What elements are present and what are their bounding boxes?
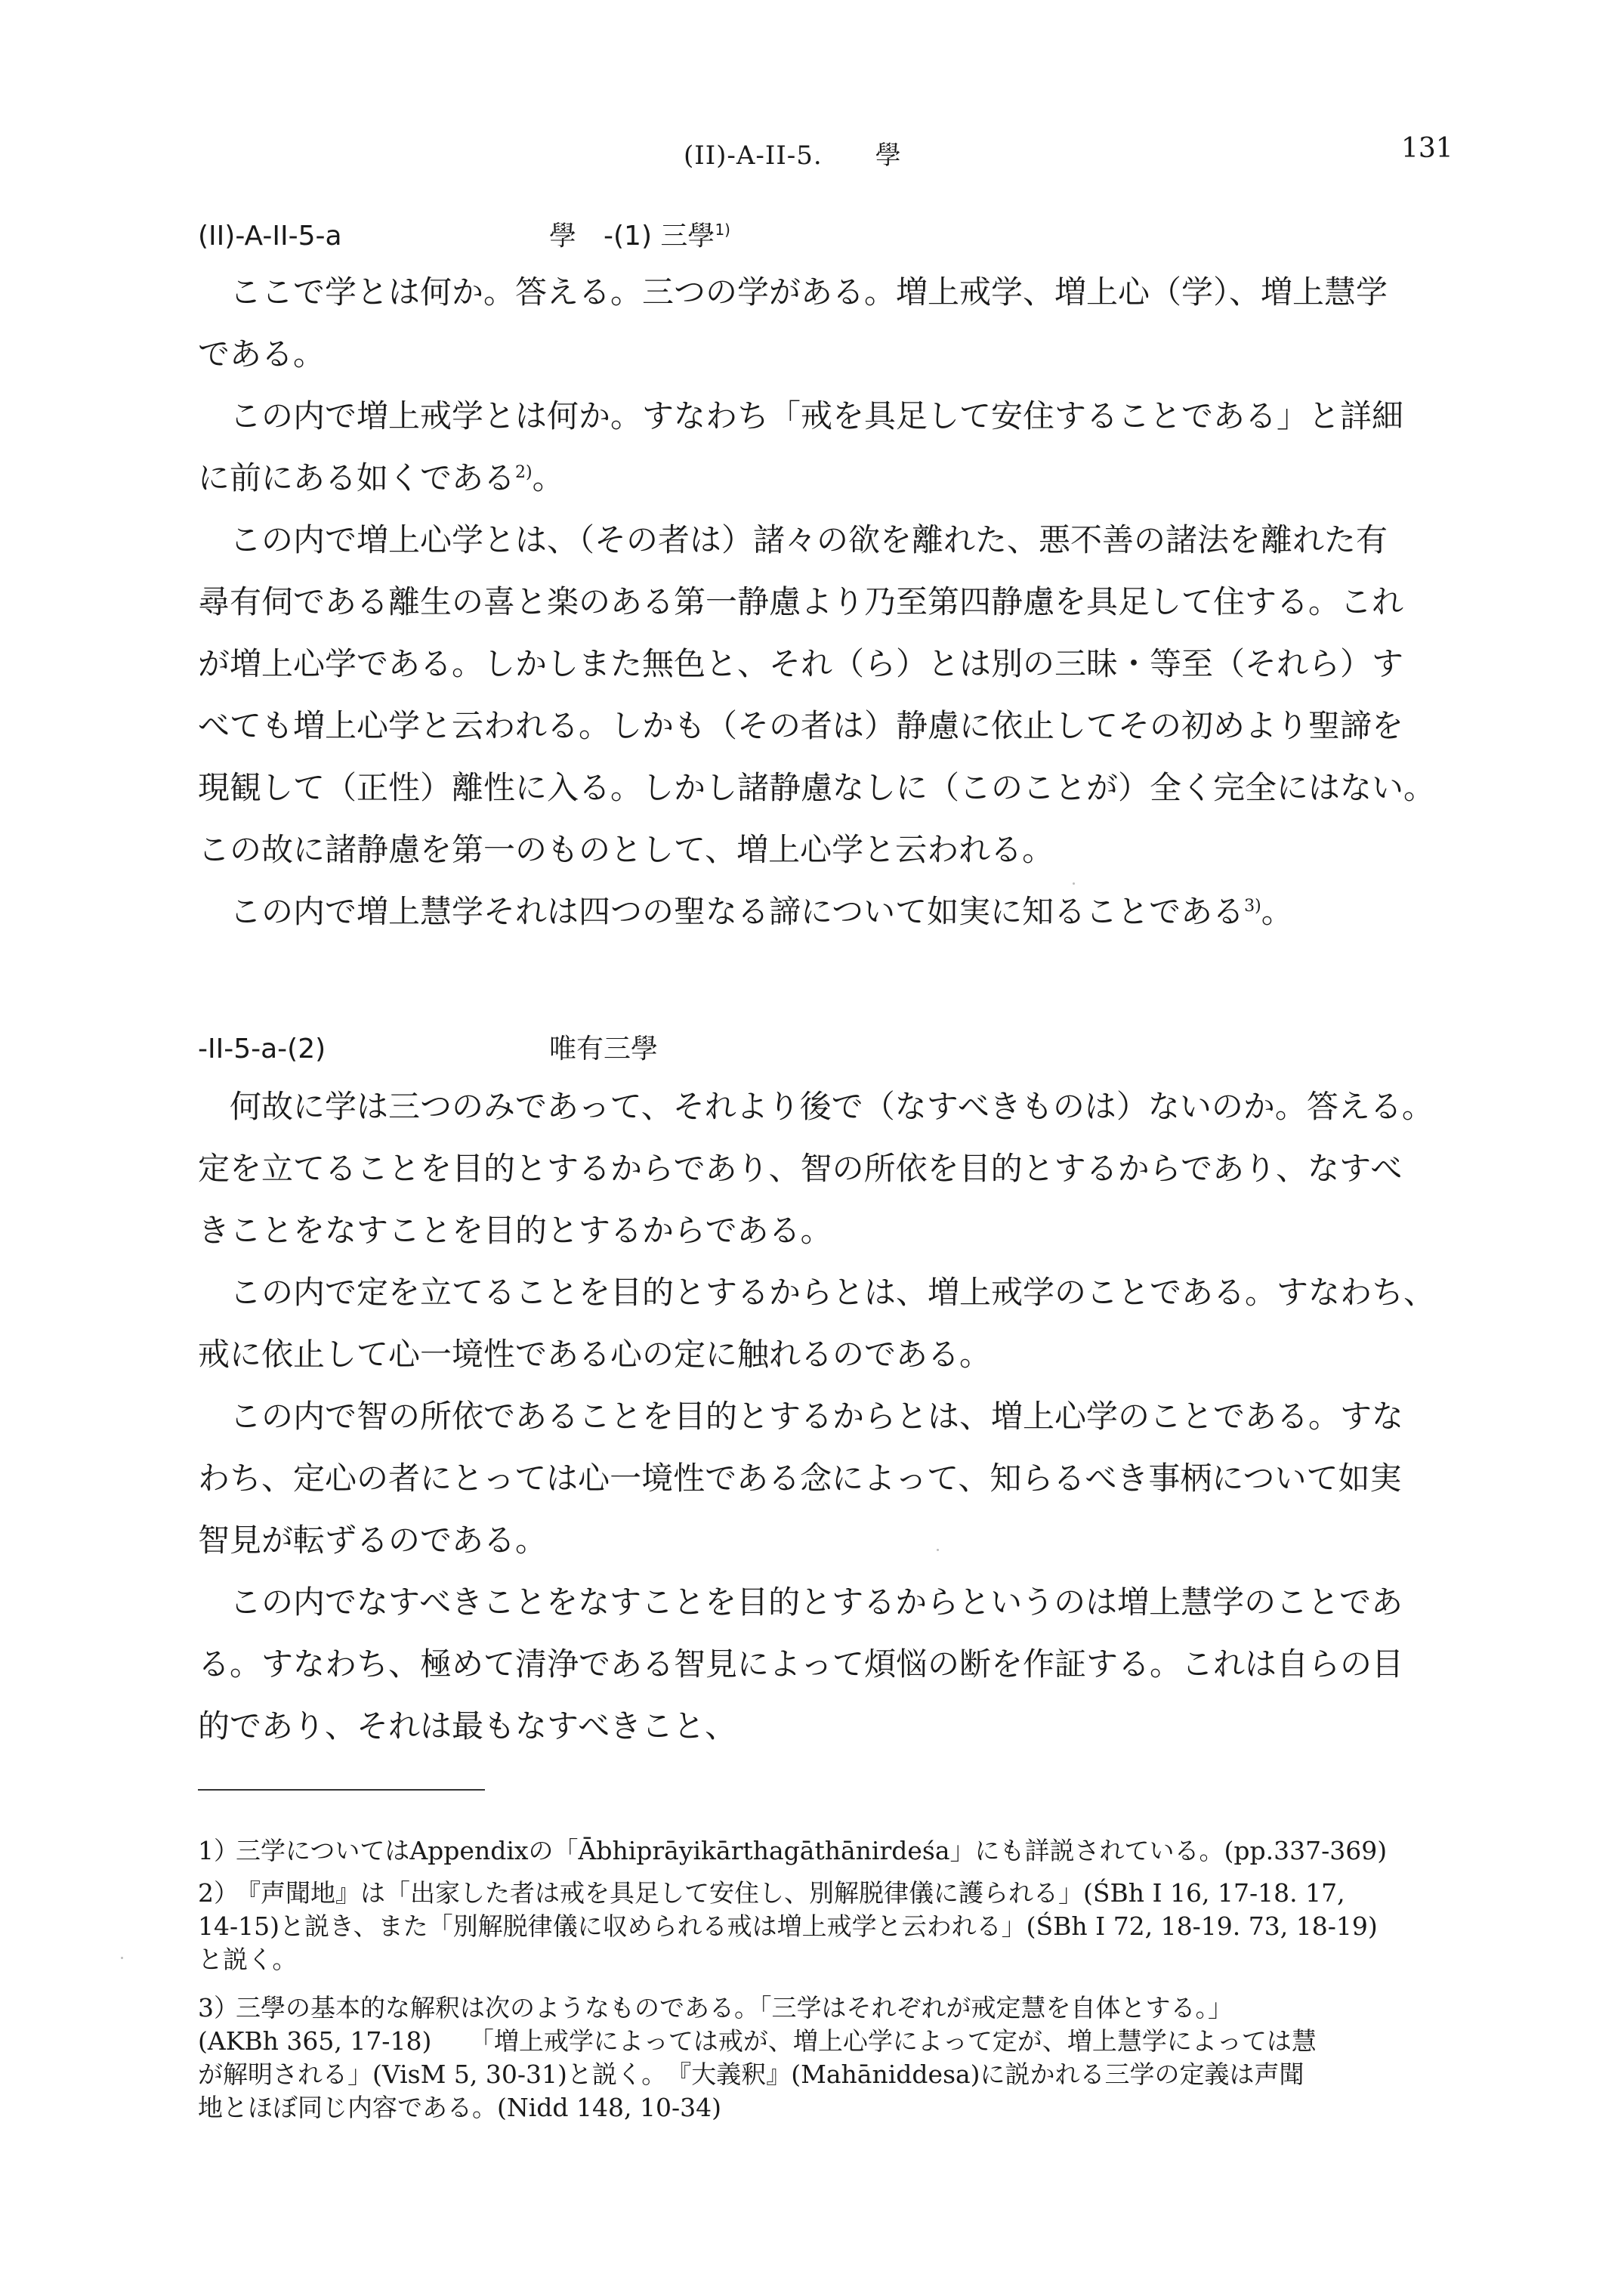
running-header-section: (II)-A-II-5.: [684, 141, 823, 171]
section-title-a: 學 -(1) 三學: [549, 221, 715, 252]
footnote-ref-1: 1): [715, 221, 730, 239]
footnote-number: 2）: [198, 1878, 239, 1908]
paragraph-a1: ここで学とは何か。答える。三つの学がある。増上戒学、増上心（学）、増上慧学 である。: [198, 273, 1388, 372]
paragraph-a3: この内で増上心学とは、（その者は）諸々の欲を離れた、悪不善の諸法を離れた有 尋有伺である離生の喜と楽のある第一静慮より乃至第四静慮を具足して住する。これ が増上心学である。しかしまた無色と、それ（ら）とは別の三昧・等至（それら）す べても増上心学と云われる。しかも（その者は）静慮に依止してその初めより聖諦を 現観して（正性）離性に入る。しかし諸静慮なしに（このことが）全く完全にはない。 この故に諸静慮を第一のものとして、増上心学と云われる。: [198, 521, 1436, 868]
paragraph-b3: この内で智の所依であることを目的とするからとは、増上心学のことである。すな わち、定心の者にとっては心一境性である念によって、知らるべき事柄について如実 智見が転ずるのである。: [198, 1398, 1404, 1559]
scan-speck: [937, 1549, 939, 1551]
section-title-b: 唯有三學: [549, 1034, 659, 1065]
running-header-title: 學: [875, 141, 902, 171]
section-code-a: (II)-A-II-5-a: [198, 221, 342, 252]
footnote-number: 1）: [198, 1836, 239, 1865]
paragraph-a2-text: この内で増上戒学とは何か。すなわち「戒を具足して安住することである」と詳細 に前にある如くである: [198, 397, 1404, 496]
footnote-text: 三学についてはAppendixの「Ābhiprāyikārthagāthānirdeśa」にも詳説されている。(pp.337-369): [236, 1836, 1388, 1865]
section-code-b: -II-5-a-(2): [198, 1034, 326, 1065]
paragraph-a4-text: この内で増上慧学それは四つの聖なる諦について如実に知ることである: [230, 893, 1245, 930]
paragraph-b4: この内でなすべきことをなすことを目的とするからというのは増上慧学のことであ る。すなわち、極めて清浄である智見によって煩悩の断を作証する。これは自らの目 的であり、それは最もなすべきこと、: [198, 1584, 1404, 1744]
running-header: [684, 134, 902, 172]
paragraph-a4: [198, 881, 1452, 943]
footnote-ref-3: 3): [1244, 897, 1261, 916]
paragraph-a2-end: 。: [532, 459, 564, 496]
scan-speck: [1073, 882, 1075, 885]
paragraph-b1: 何故に学は三つのみであって、それより後で（なすべきものは）ないのか。答える。 定を立てることを目的とするからであり、智の所依を目的とするからであり、なすべ きことをなすことを目的とするからである。: [198, 1088, 1434, 1249]
page-number: 131: [1401, 133, 1453, 164]
paragraph-a2: [198, 385, 1452, 509]
section-heading-b: [198, 1027, 658, 1066]
footnote-text: 『声聞地』は「出家した者は戒を具足して安住し、別解脱律儀に護られる」(ŚBh I 16, 17-18. 17, 14-15)と説き、また「別解脱律儀に収められる戒は増上戒学と云われる」(ŚBh I 72, 18-19. 73, 18-19) と説く。: [198, 1878, 1378, 1974]
footnote-ref-2: 2): [515, 463, 533, 482]
paragraph-b2: この内で定を立てることを目的とするからとは、増上戒学のことである。すなわち、 戒に依止して心一境性である心の定に触れるのである。: [198, 1274, 1436, 1373]
footnote-text: 三學の基本的な解釈は次のようなものである。「三学はそれぞれが戒定慧を自体とする。」 (AKBh 365, 17-18) 「増上戒学によっては戒が、増上心学によって定が、増上慧学によっては慧 が解明される」(VisM 5, 30-31)と説く。 『大義釈』(Mahāniddesa)に説かれる三学の定義は声聞 地とほぼ同じ内容である。(Nidd 148, 10-34): [198, 1993, 1317, 2122]
paragraph-a4-end: 。: [1261, 893, 1293, 930]
section-heading-a: [198, 215, 730, 253]
footnote-number: 3）: [198, 1993, 239, 2023]
footnote-2: [198, 1843, 1452, 1976]
footnote-3: [198, 1958, 1452, 2124]
scan-speck: [121, 1957, 123, 1959]
footnote-divider: [198, 1789, 485, 1791]
